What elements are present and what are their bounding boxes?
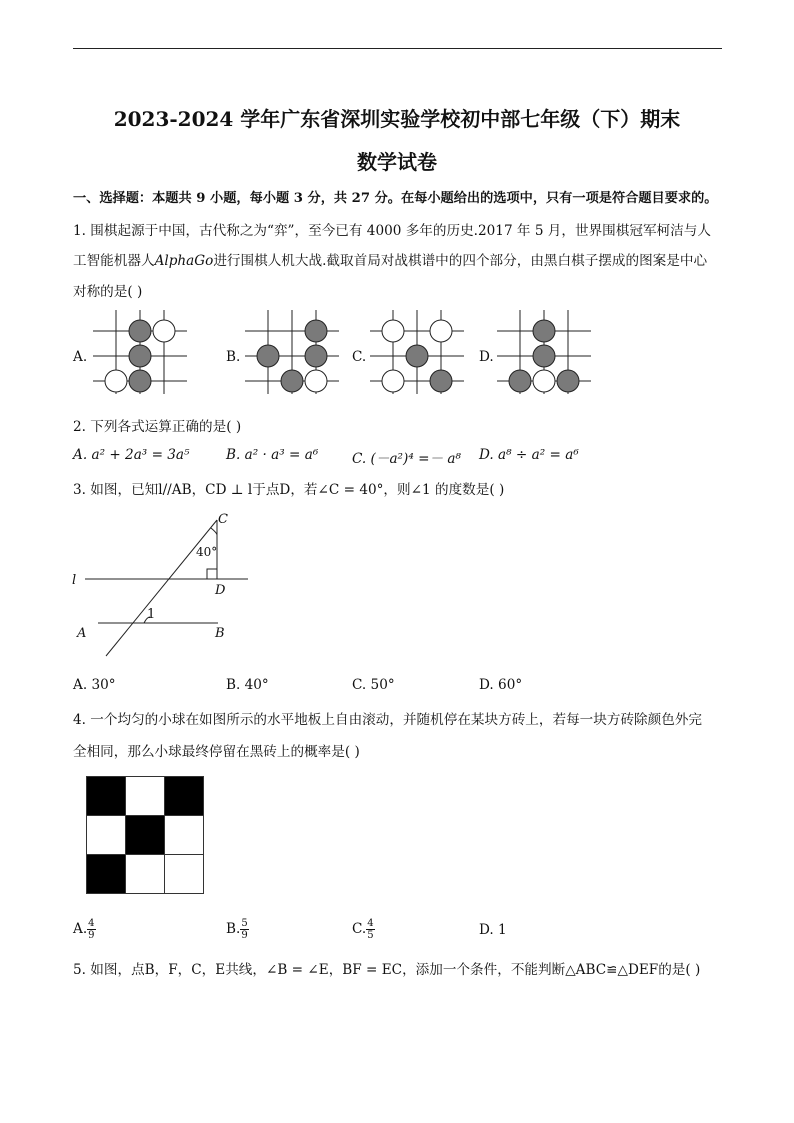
fraction: $\frac{5}{9}$ (241, 918, 248, 941)
q5-stem: 5. 如图，点B，F，C，E共线，∠B = ∠E，BF = EC，添加一个条件，不能判断△ABC≌△DEF的是( ) (73, 962, 701, 978)
q1-line2: 工智能机器人AlphaGo进行围棋人机大战.截取首局对战棋谱中的四个部分，由黑白棋子摆成的图案是中心 (73, 253, 708, 269)
q1-alphago: AlphaGo (154, 253, 214, 269)
white-tile (165, 816, 204, 855)
header-rule (73, 48, 722, 49)
white-stone (382, 320, 404, 342)
black-tile (126, 816, 165, 855)
q4-option-d: D. 1 (479, 922, 507, 938)
label-a: A (77, 626, 87, 641)
q4-option-c: C. $\frac{4}{5}$ (352, 918, 374, 941)
q4-option-b: B. $\frac{5}{9}$ (226, 918, 248, 941)
black-tile (87, 777, 126, 816)
black-stone (533, 320, 555, 342)
white-tile (126, 777, 165, 816)
black-stone (129, 370, 151, 392)
q3-option-c: C. 50° (352, 677, 395, 693)
black-stone (305, 320, 327, 342)
black-stone (257, 345, 279, 367)
page-title: 2023-2024 学年广东省深圳实验学校初中部七年级（下）期末 (113, 107, 681, 131)
q1-figure-a (93, 310, 189, 394)
black-stone (406, 345, 428, 367)
white-stone (382, 370, 404, 392)
q1-figure-b (245, 310, 341, 394)
label-l: l (72, 573, 77, 588)
q1-figure-c (370, 310, 466, 394)
black-tile (165, 777, 204, 816)
q1-option-c-label: C. (352, 349, 367, 365)
q1-line3: 对称的是( ) (73, 284, 143, 300)
white-stone (153, 320, 175, 342)
black-stone (129, 320, 151, 342)
q2-option-a: A. a² + 2a³ = 3a⁵ (73, 447, 190, 463)
right-angle-mark (207, 569, 217, 579)
black-stone (533, 345, 555, 367)
white-stone (105, 370, 127, 392)
q1-figure-d (497, 310, 593, 394)
label-d: D (215, 583, 226, 598)
q3-option-a: A. 30° (73, 677, 116, 693)
q4-tile-grid (86, 776, 204, 896)
q1-option-d-label: D. (479, 349, 494, 365)
q1-option-b-label: B. (226, 349, 241, 365)
fraction: $\frac{4}{5}$ (367, 918, 374, 941)
label-b: B (215, 626, 225, 641)
black-stone (129, 345, 151, 367)
white-stone (533, 370, 555, 392)
page-subtitle: 数学试卷 (357, 150, 437, 174)
q1-option-a-label: A. (73, 349, 88, 365)
q3-stem: 3. 如图，已知l//AB，CD ⊥ l于点D，若∠C = 40°，则∠1 的度数是( ) (73, 482, 505, 498)
black-stone (430, 370, 452, 392)
label-c: C (218, 512, 228, 527)
fraction: $\frac{4}{9}$ (88, 918, 95, 941)
white-tile (165, 855, 204, 894)
section-heading: 一、选择题：本题共 9 小题，每小题 3 分，共 27 分。在每小题给出的选项中，只有一项是符合题目要求的。 (73, 191, 718, 206)
black-tile (87, 855, 126, 894)
q4-line2: 全相同，那么小球最终停留在黑砖上的概率是( ) (73, 744, 360, 760)
white-tile (126, 855, 165, 894)
black-stone (305, 345, 327, 367)
white-stone (430, 320, 452, 342)
q3-option-d: D. 60° (479, 677, 523, 693)
black-stone (557, 370, 579, 392)
label-40deg: 40° (196, 545, 218, 559)
q2-option-d: D. a⁸ ÷ a² = a⁶ (479, 447, 579, 463)
q2-stem: 2. 下列各式运算正确的是( ) (73, 419, 242, 435)
white-tile (87, 816, 126, 855)
black-stone (281, 370, 303, 392)
q2-option-c: C. (－a²)⁴ =－ a⁸ (352, 451, 461, 467)
black-stone (509, 370, 531, 392)
q2-option-b: B. a² · a³ = a⁶ (226, 447, 319, 463)
transversal (106, 520, 217, 656)
q3-figure (70, 505, 260, 665)
q4-option-a: A. $\frac{4}{9}$ (73, 918, 95, 941)
q4-line1: 4. 一个均匀的小球在如图所示的水平地板上自由滚动，并随机停在某块方砖上，若每一块方砖除颜色外完 (73, 712, 703, 728)
label-1: 1 (147, 607, 156, 622)
angle-arc-c (211, 528, 217, 535)
q1-line1: 1. 围棋起源于中国，古代称之为“弈”，至今已有 4000 多年的历史.2017 年 5 月，世界围棋冠军柯洁与人 (73, 223, 711, 239)
white-stone (305, 370, 327, 392)
q3-option-b: B. 40° (226, 677, 269, 693)
